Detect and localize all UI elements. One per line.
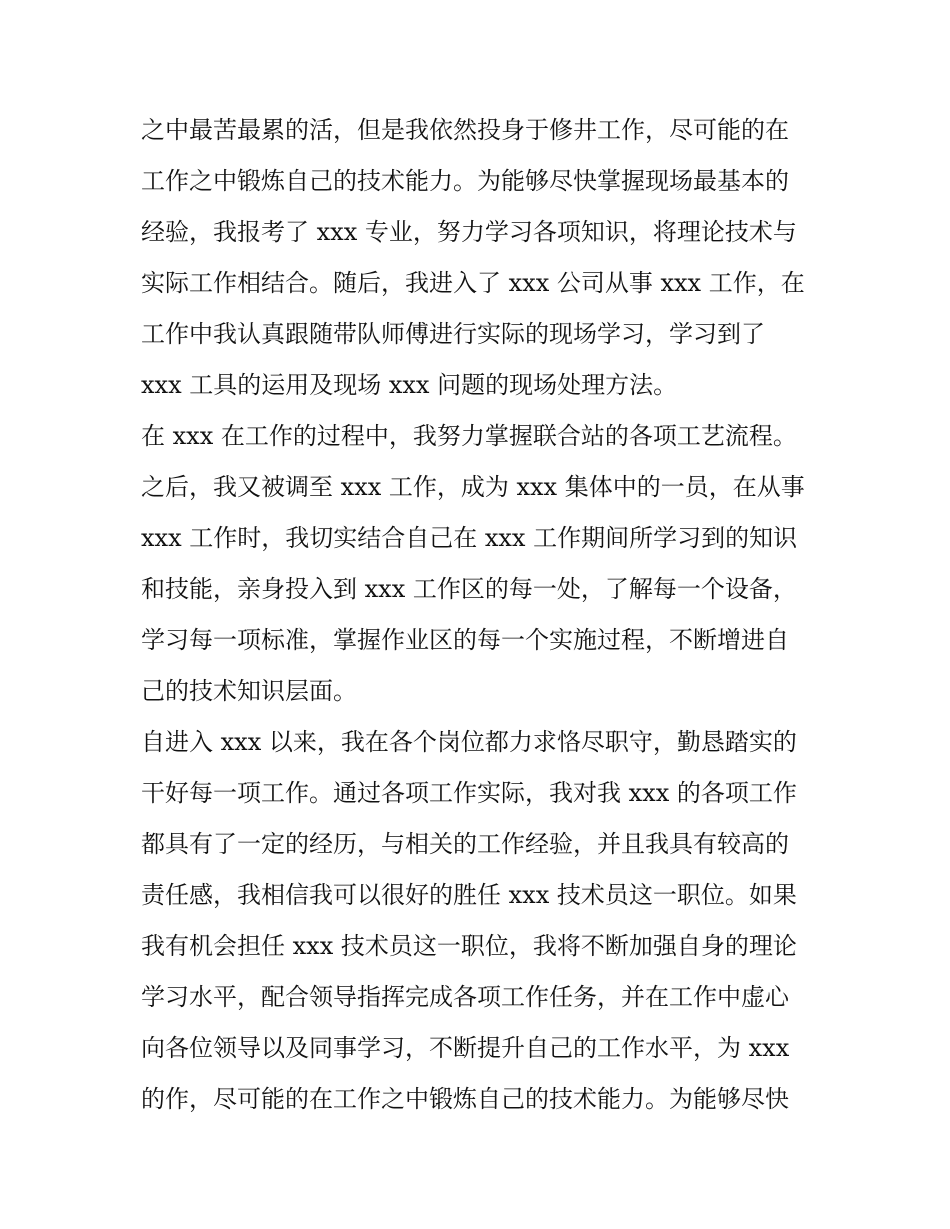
text-line: 自进入 xxx 以来，我在各个岗位都力求恪尽职守，勤恳踏实的: [141, 728, 797, 756]
text-line: xxx 工作时，我切实结合自己在 xxx 工作期间所学习到的知识: [141, 524, 798, 552]
text-line: 在 xxx 在工作的过程中，我努力掌握联合站的各项工艺流程。: [141, 422, 797, 450]
text-line: xxx 工具的运用及现场 xxx 问题的现场处理方法。: [141, 371, 678, 399]
text-line: 实际工作相结合。随后，我进入了 xxx 公司从事 xxx 工作，在: [141, 269, 805, 297]
text-line: 的作，尽可能的在工作之中锻炼自己的技术能力。为能够尽快: [141, 1085, 789, 1113]
text-line: 干好每一项工作。通过各项工作实际，我对我 xxx 的各项工作: [141, 779, 797, 807]
text-line: 经验，我报考了 xxx 专业，努力学习各项知识，将理论技术与: [141, 218, 797, 246]
text-line: 都具有了一定的经历，与相关的工作经验，并且我具有较高的: [141, 830, 789, 858]
text-line: 和技能，亲身投入到 xxx 工作区的每一处，了解每一个设备，: [141, 575, 797, 603]
text-line: 之中最苦最累的活，但是我依然投身于修井工作，尽可能的在: [141, 116, 789, 144]
text-line: 工作之中锻炼自己的技术能力。为能够尽快掌握现场最基本的: [141, 167, 789, 195]
text-line: 学习水平，配合领导指挥完成各项工作任务，并在工作中虚心: [141, 983, 789, 1011]
text-line: 之后，我又被调至 xxx 工作，成为 xxx 集体中的一员，在从事: [141, 473, 805, 501]
text-line: 己的技术知识层面。: [141, 677, 357, 705]
text-line: 学习每一项标准，掌握作业区的每一个实施过程，不断增进自: [141, 626, 789, 654]
text-line: 责任感，我相信我可以很好的胜任 xxx 技术员这一职位。如果: [141, 881, 797, 909]
text-line: 向各位领导以及同事学习，不断提升自己的工作水平，为 xxx: [141, 1034, 790, 1062]
text-line: 工作中我认真跟随带队师傅进行实际的现场学习，学习到了: [141, 320, 765, 348]
text-line: 我有机会担任 xxx 技术员这一职位，我将不断加强自身的理论: [141, 932, 797, 960]
body-text: [141, 105, 821, 1125]
